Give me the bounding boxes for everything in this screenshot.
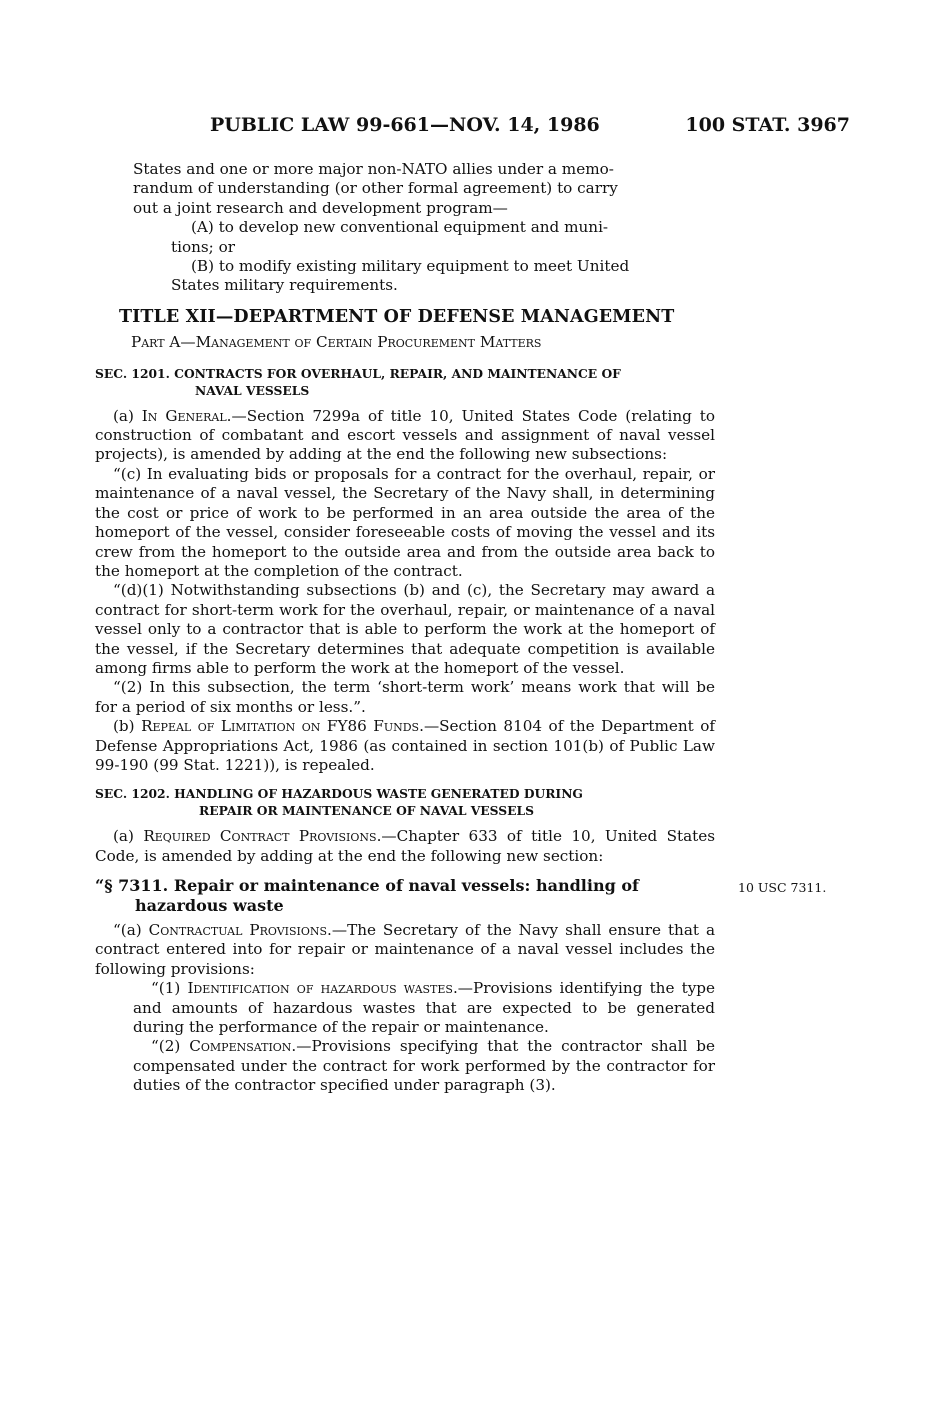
text: —Section 8104 of the Department of Defense Appropriations Act, 1986 (as contained in section 101(b) of Public Law 99-190 (99 Stat. 1221)), is repealed.	[95, 717, 716, 774]
text: —The Secretary of the Navy shall ensure that a contract entered into for repair or maintenance of a naval vessel includes the following provisions:	[95, 921, 716, 978]
sec-1201-subsection-d2: “(2) In this subsection, the term ‘short-term work’ means work that will be for a period of six months or less.”.	[95, 678, 715, 716]
intro-line-1: States and one or more major non-NATO allies under a memo-	[133, 160, 614, 178]
intro-line-2: randum of understanding (or other formal agreement) to carry	[133, 179, 618, 198]
label: “(2)	[151, 1037, 190, 1056]
intro-item-a-line-2: tions; or	[171, 237, 236, 256]
sec-1201-subsection-b	[95, 717, 715, 775]
section-7311-heading	[95, 876, 827, 915]
label: “(a)	[113, 921, 149, 939]
section-7311-paragraph-1	[95, 979, 715, 1037]
section-7311-subsection-a	[95, 921, 715, 979]
label: (a)	[113, 827, 144, 846]
text: —Section 7299a of title 10, United States Code (relating to construction of combatant and escort vessels and assignment of naval vessel projects), is amended by adding at the end the following new subsections:	[95, 406, 715, 464]
part-heading: Part A—Management of Certain Procurement Matters	[131, 333, 542, 352]
caption: Compensation.	[189, 1037, 297, 1056]
text: —Provisions specifying that the contractor shall be compensated under the contract for work performed by the contractor for duties of the contractor specified under paragraph (3).	[133, 1037, 715, 1095]
stat-reference: 100 STAT. 3967	[685, 114, 850, 136]
intro-item-b-line-1: (B) to modify existing military equipment to meet United	[191, 257, 630, 276]
intro-line-3: out a joint research and development program—	[133, 198, 508, 217]
sec-1202-heading-line-2: REPAIR OR MAINTENANCE OF NAVAL VESSELS	[199, 803, 535, 819]
caption: Identification of hazardous wastes.	[187, 979, 458, 998]
label: “(1)	[151, 979, 188, 998]
caption: Contractual Provisions.	[148, 921, 332, 939]
document-body	[95, 160, 827, 1096]
sec-1201-heading-line-2: NAVAL VESSELS	[195, 382, 310, 398]
sec-1202-subsection-a	[95, 827, 715, 866]
intro-block	[95, 160, 715, 296]
sec-1201-subsection-d1: “(d)(1) Notwithstanding subsections (b) and (c), the Secretary may award a contract for short-term work for the overhaul, repair, or maintenance of a naval vessel only to a contractor that is able to perform the work at the homeport of the vessel, if the Secretary determines that adequate competition is available among firms able to perform the work at the homeport of the vessel.	[95, 581, 715, 677]
caption: Repeal of Limitation on FY86 Funds.	[141, 717, 424, 736]
section-7311-heading-line-1: “§ 7311. Repair or maintenance of naval vessels: handling of	[95, 876, 639, 896]
sec-1201-subsection-c: “(c) In evaluating bids or proposals for a contract for the overhaul, repair, or maintenance of a naval vessel, the Secretary of the Navy shall, in determining the cost or price of work to be performed in an area outside the area of the homeport of the vessel, consider foreseeable costs of moving the vessel and its crew from the homeport to the outside area and from the outside area back to the homeport at the completion of the contract.	[95, 464, 715, 580]
intro-item-b-line-2: States military requirements.	[171, 276, 398, 295]
sec-1202-heading-line-1: SEC. 1202. HANDLING OF HAZARDOUS WASTE GENERATED DURING	[95, 786, 583, 802]
title-heading: TITLE XII—DEPARTMENT OF DEFENSE MANAGEMENT	[119, 306, 675, 327]
sec-1201-subsection-a	[95, 407, 715, 465]
label: (b)	[113, 717, 142, 736]
sec-1201-heading	[95, 365, 715, 399]
section-7311-heading-line-2: hazardous waste	[135, 895, 284, 915]
caption: In General.	[141, 406, 232, 425]
law-title: PUBLIC LAW 99-661—NOV. 14, 1986	[210, 114, 600, 136]
text: —Chapter 633 of title 10, United States Code, is amended by adding at the end the following new section:	[95, 827, 716, 865]
caption: Required Contract Provisions.	[143, 827, 382, 846]
label: (a)	[113, 406, 142, 425]
section-7311-paragraph-2	[95, 1037, 715, 1095]
margin-citation: 10 USC 7311.	[738, 880, 827, 896]
intro-item-a-line-1: (A) to develop new conventional equipment and muni-	[191, 218, 609, 237]
sec-1201-heading-line-1: SEC. 1201. CONTRACTS FOR OVERHAUL, REPAIR, AND MAINTENANCE OF	[95, 365, 621, 381]
text: —Provisions identifying the type and amounts of hazardous wastes that are expected to be generated during the performance of the repair or maintenance.	[133, 979, 715, 1037]
sec-1202-heading	[95, 785, 715, 819]
